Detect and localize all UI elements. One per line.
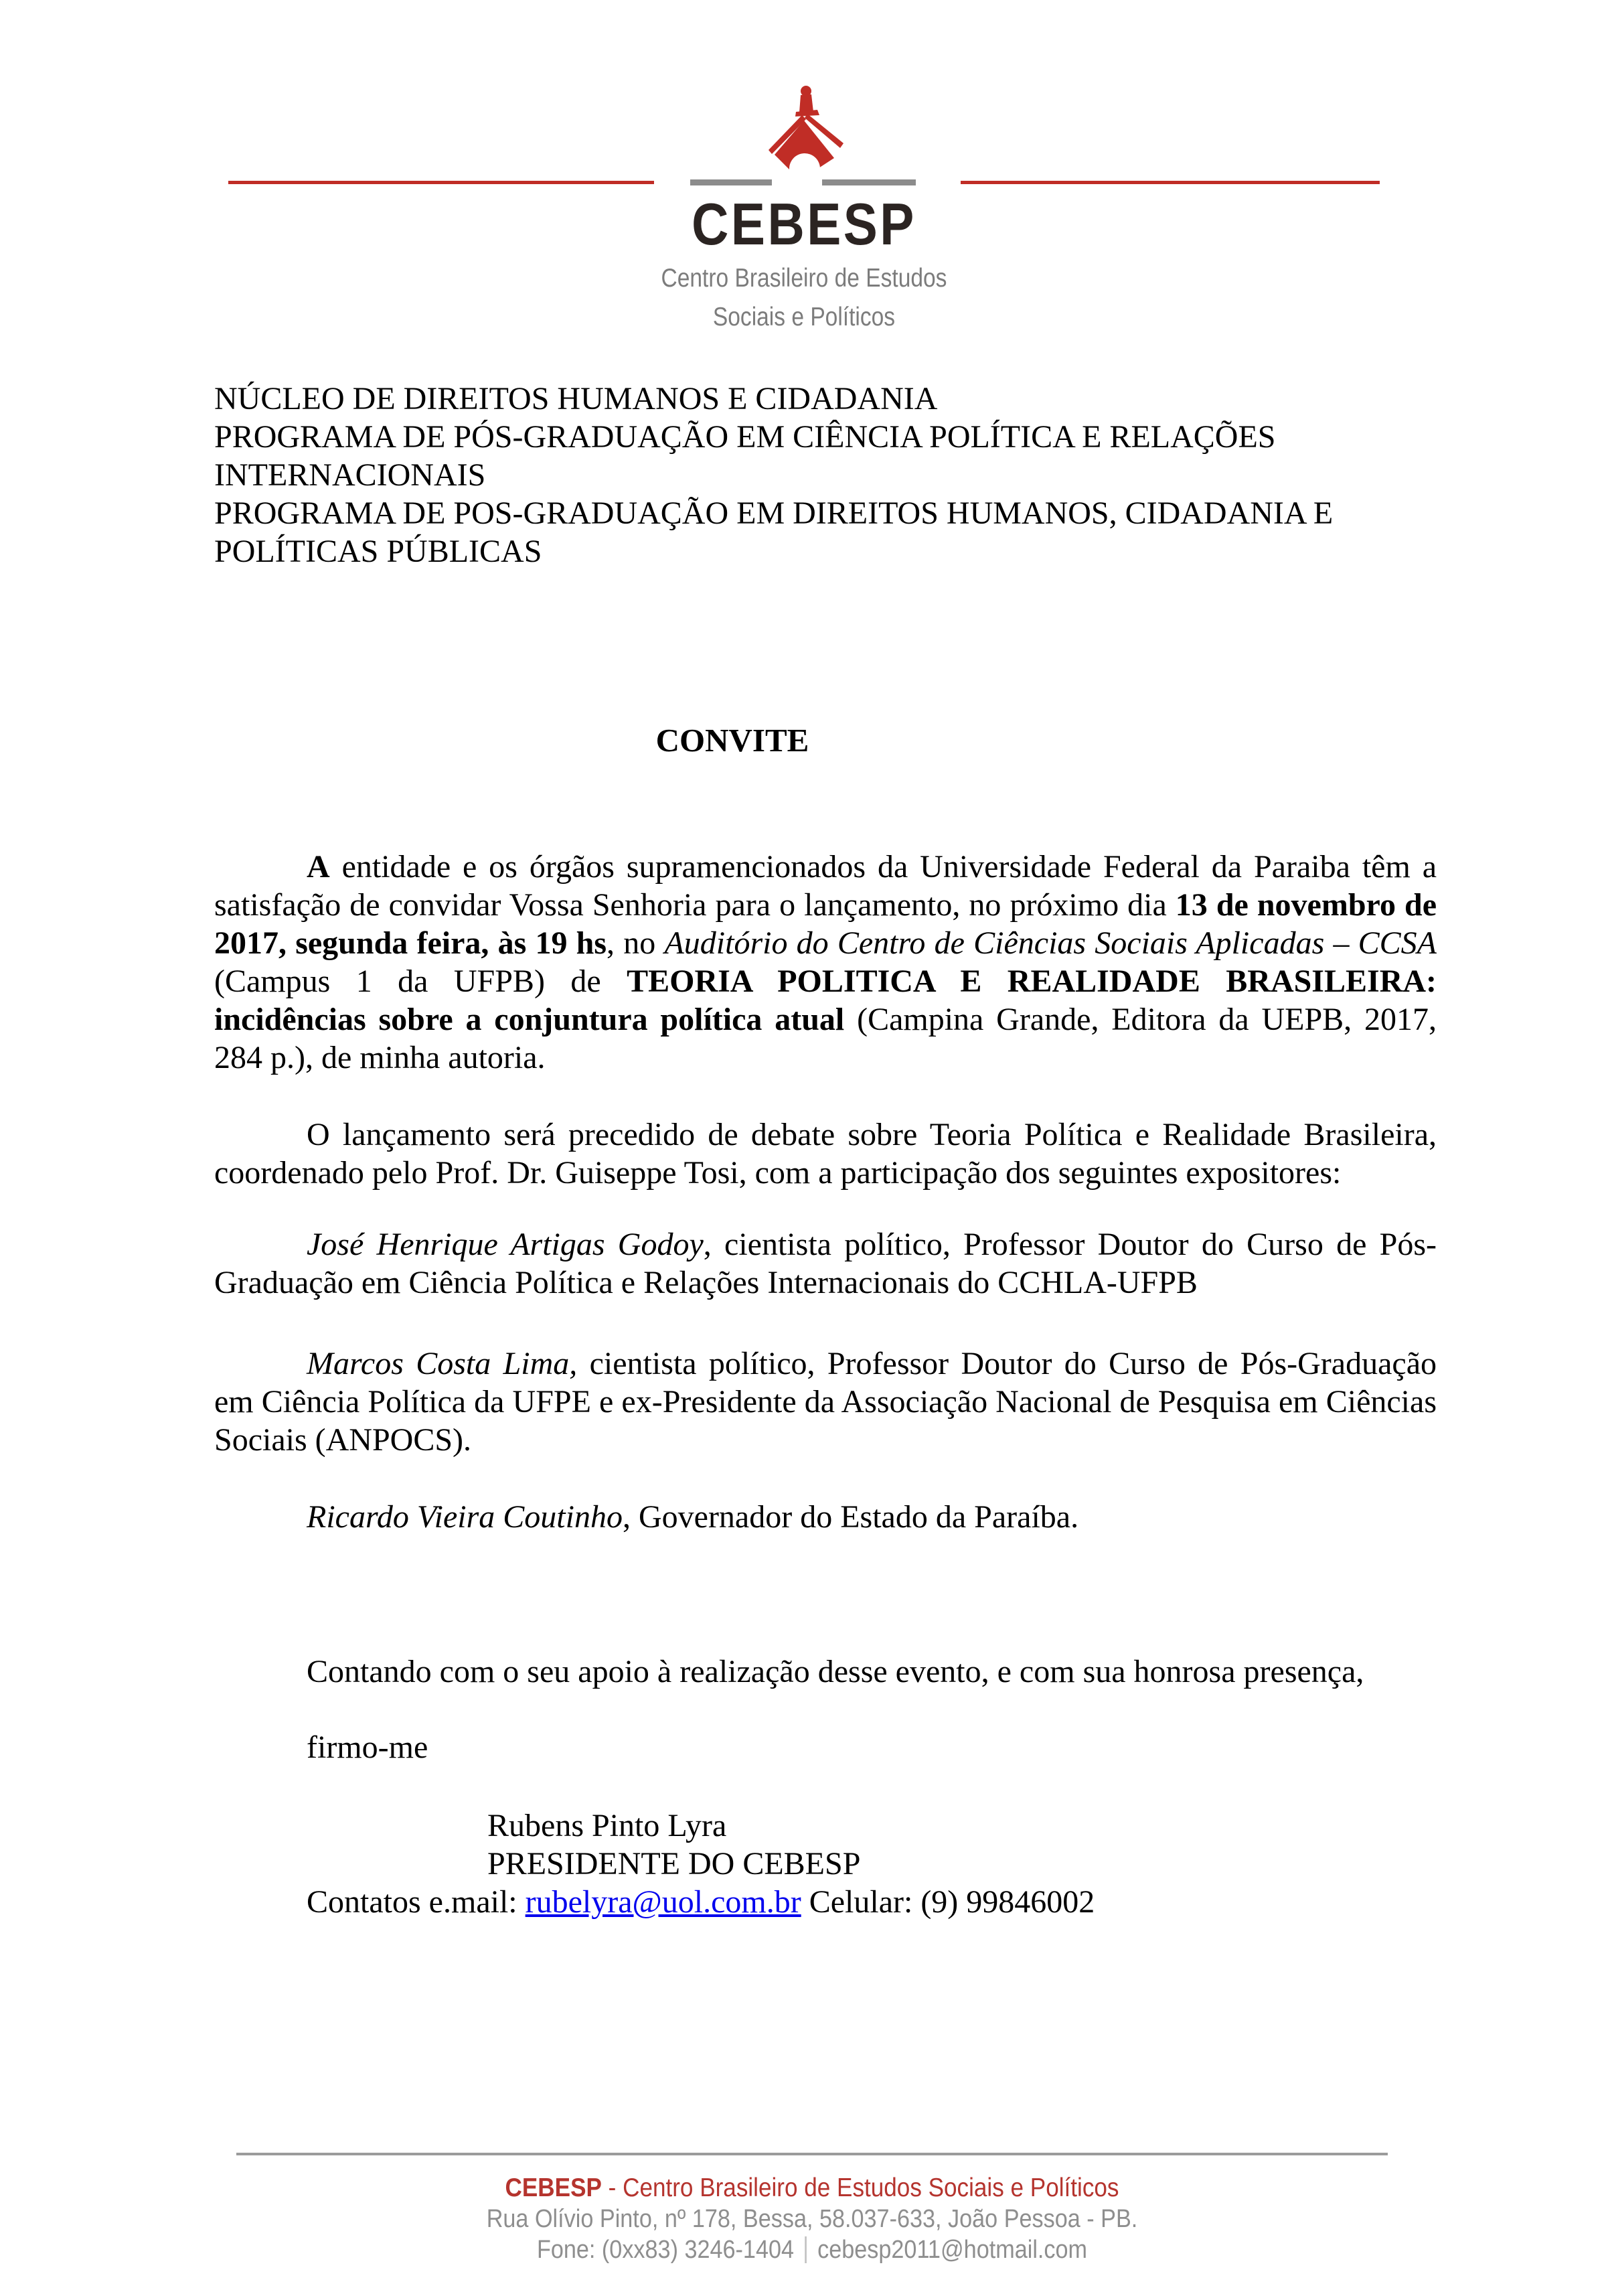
footer-org-line: [294, 2173, 1330, 2204]
divider-red-left: [228, 181, 654, 184]
speaker-2-description: cientista político, Professor Doutor do Curso de Pós-Graduação em Ciência Política da UFPE e ex-Presidente da Associação Nacional de Pesquisa em Ciências Sociais (ANPOCS).: [214, 1346, 1437, 1458]
divider-gray-right: [822, 179, 916, 185]
closing-paragraph: Contando com o seu apoio à realização desse evento, e com sua honrosa presença,: [307, 1654, 1364, 1689]
footer-contact-line: [294, 2234, 1330, 2265]
speaker-1-paragraph: [214, 1225, 1437, 1302]
contacts-label: Contatos e.mail:: [307, 1884, 526, 1920]
cebesp-logo-icon: [759, 84, 849, 170]
speaker-3-paragraph: [214, 1498, 1437, 1536]
lead-capital: A: [307, 849, 330, 885]
invitation-text-2: , no: [607, 925, 665, 961]
invitation-paragraph: [214, 848, 1437, 1077]
org-header: [214, 380, 1437, 570]
invitation-text-4: (Campina Grande, Editora da UEPB, 2017, 284 p.), de minha autoria.: [214, 1002, 1437, 1075]
speaker-2-paragraph: [214, 1345, 1437, 1459]
speaker-3-name: Ricardo Vieira Coutinho: [307, 1499, 623, 1535]
contacts-phone: Celular: (9) 99846002: [801, 1884, 1095, 1920]
debate-paragraph: O lançamento será precedido de debate sobre Teoria Política e Realidade Brasileira, coordenado pelo Prof. Dr. Guiseppe Tosi, com a participação dos seguintes expositores:: [214, 1117, 1437, 1191]
footer-separator: [805, 2236, 807, 2263]
logo-divider: [228, 179, 1380, 185]
event-date-bold: 13 de novembro de 2017, segunda feira, às 19 hs: [214, 887, 1437, 961]
page-title: CONVITE: [655, 722, 809, 759]
signature-block: [487, 1807, 1437, 1883]
venue-italic: Auditório do Centro de Ciências Sociais Aplicadas – CCSA: [664, 925, 1437, 961]
page-footer: [236, 2153, 1388, 2265]
signature-role: PRESIDENTE DO CEBESP: [487, 1846, 861, 1882]
speaker-3-description: , Governador do Estado da Paraíba.: [622, 1499, 1079, 1535]
signoff-paragraph: firmo-me: [307, 1730, 428, 1765]
footer-phone: Fone: (0xx83) 3246-1404: [536, 2236, 795, 2264]
invitation-text-3: (Campus 1 da UFPB) de: [214, 964, 627, 999]
org-header-line1: NÚCLEO DE DIREITOS HUMANOS E CIDADANIA: [214, 381, 938, 416]
speaker-1-name: José Henrique Artigas Godoy: [307, 1227, 704, 1262]
contacts-line: [214, 1883, 1437, 1921]
footer-email: cebesp2011@hotmail.com: [817, 2236, 1088, 2264]
logo: [0, 84, 1608, 337]
book-title-bold: TEORIA POLITICA E REALIDADE BRASILEIRA: incidências sobre a conjuntura política atual: [214, 964, 1437, 1037]
letter-body: [0, 380, 1608, 1921]
footer-divider: [236, 2153, 1388, 2155]
email-link[interactable]: rubelyra@uol.com.br: [525, 1884, 801, 1920]
signature-name: Rubens Pinto Lyra: [487, 1808, 727, 1843]
org-header-line2: PROGRAMA DE PÓS-GRADUAÇÃO EM CIÊNCIA POLÍTICA E RELAÇÕES INTERNACIONAIS: [214, 419, 1276, 493]
speaker-1-description: , cientista político, Professor Doutor do Curso de Pós-Graduação em Ciência Política e Relações Internacionais do CCHLA-UFPB: [214, 1227, 1437, 1300]
footer-address: Rua Olívio Pinto, nº 178, Bessa, 58.037-633, João Pessoa - PB.: [486, 2205, 1138, 2233]
divider-red-right: [961, 181, 1380, 184]
logo-acronym: CEBESP: [692, 191, 916, 257]
footer-org-acronym: CEBESP: [505, 2173, 602, 2202]
logo-subtitle-line1: Centro Brasileiro de Estudos: [661, 264, 947, 293]
speaker-2-name: Marcos Costa Lima,: [307, 1346, 578, 1381]
footer-org-name: - Centro Brasileiro de Estudos Sociais e Políticos: [601, 2173, 1119, 2202]
logo-subtitle-line2: Sociais e Políticos: [712, 303, 896, 331]
divider-gray-left: [690, 179, 772, 185]
invitation-text-1: entidade e os órgãos supramencionados da Universidade Federal da Paraiba têm a satisfação de convidar Vossa Senhoria para o lançamento, no próximo dia: [214, 849, 1437, 923]
org-header-line3: PROGRAMA DE POS-GRADUAÇÃO EM DIREITOS HUMANOS, CIDADANIA E POLÍTICAS PÚBLICAS: [214, 495, 1334, 569]
